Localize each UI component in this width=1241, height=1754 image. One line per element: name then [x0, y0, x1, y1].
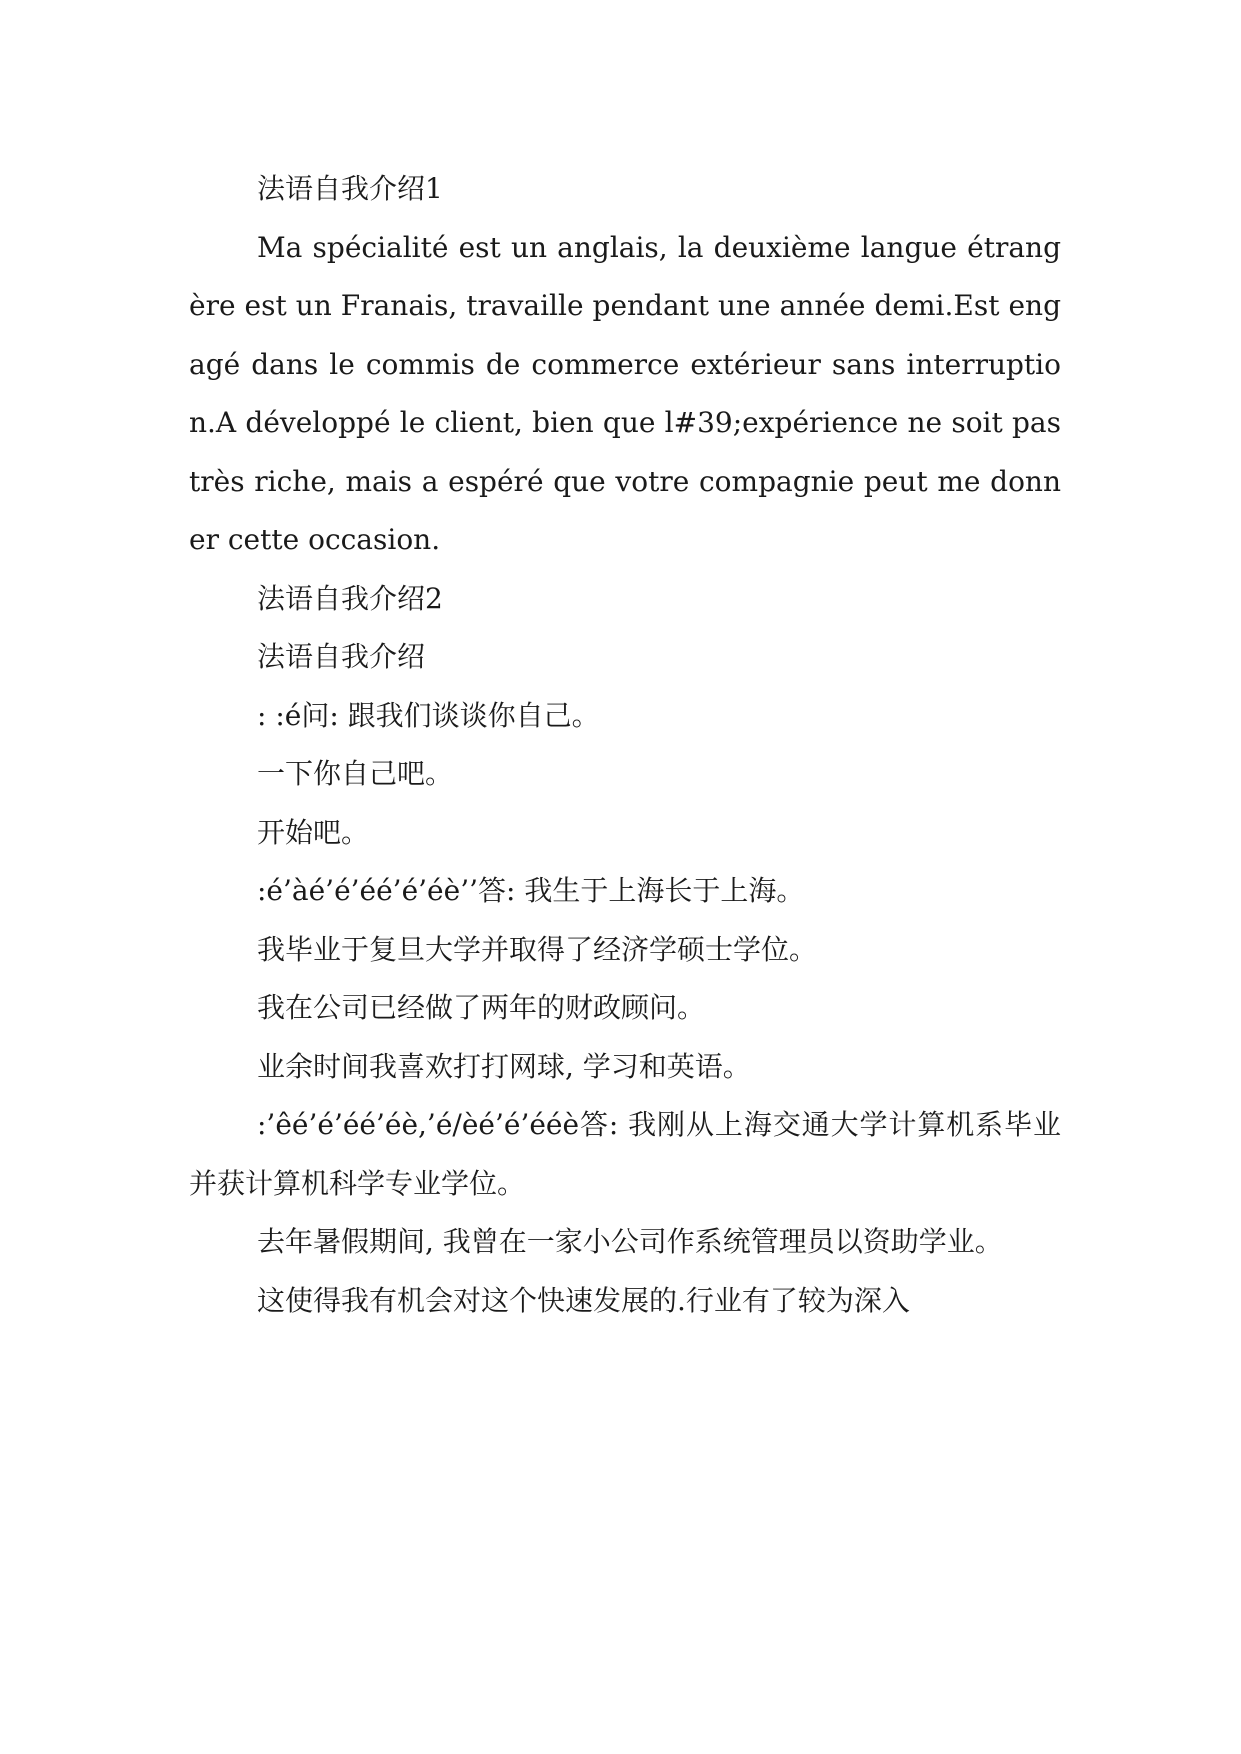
paragraph-french-intro: Ma spécialité est un anglais, la deuxième langue étrangère est un Franais, travaille pendant une année demi.Est engagé dans le commis de commerce extérieur sans interruption.A développé le client, bien que l#39;expérience ne soit pas très riche, mais a espéré que votre compagnie peut me donner cette occasion.	[189, 230, 1061, 556]
paragraph-answer-1: :é’àé’é’éé’é’éè’’答: 我生于上海长于上海。	[257, 874, 805, 907]
paragraph-line: 业余时间我喜欢打打网球, 学习和英语。	[257, 1049, 751, 1083]
section-subtitle: 法语自我介绍	[257, 640, 426, 673]
section-title-2: 法语自我介绍2	[257, 581, 443, 615]
document-body	[189, 160, 1061, 1330]
paragraph-line: 我毕业于复旦大学并取得了经济学硕士学位。	[257, 932, 818, 966]
paragraph-line: 开始吧。	[257, 815, 370, 849]
paragraph-line: 我在公司已经做了两年的财政顾问。	[257, 991, 706, 1024]
paragraph-line: 一下你自己吧。	[257, 757, 454, 790]
paragraph-question-1: : :é问: 跟我们谈谈你自己。	[257, 698, 600, 732]
paragraph-answer-2: :’êé’é’éé’éè,’é/èé’é’ééè答: 我刚从上海交通大学计算机系毕业并获计算机科学专业学位。	[189, 1108, 1061, 1200]
section-title-1: 法语自我介绍1	[257, 172, 443, 205]
paragraph-line: 去年暑假期间, 我曾在一家小公司作系统管理员以资助学业。	[257, 1225, 1003, 1258]
paragraph-line: 这使得我有机会对这个快速发展的.行业有了较为深入	[257, 1283, 910, 1317]
